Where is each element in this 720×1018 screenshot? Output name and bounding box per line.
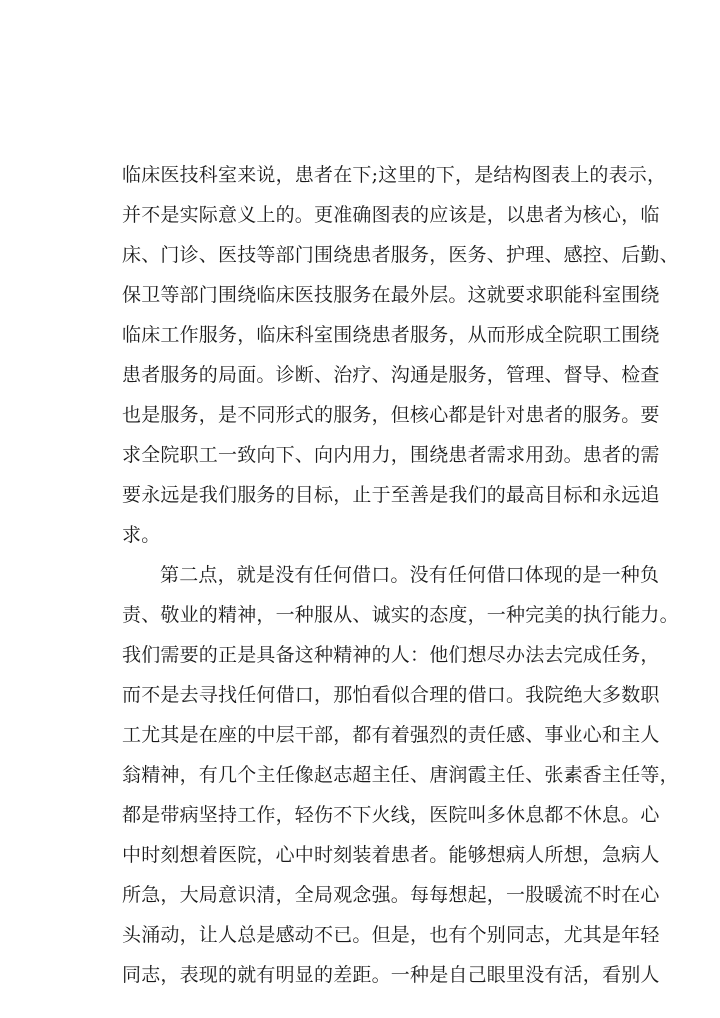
text-line: 要永远是我们服务的目标，止于至善是我们的最高目标和永远追 xyxy=(122,484,660,506)
text-line: 患者服务的局面。诊断、治疗、沟通是服务，管理、督导、检查 xyxy=(122,364,660,386)
text-line: 我们需要的正是具备这种精神的人：他们想尽办法去完成任务， xyxy=(122,644,660,666)
text-line: 中时刻想着医院，心中时刻装着患者。能够想病人所想，急病人 xyxy=(122,844,660,866)
text-line: 床、门诊、医技等部门围绕患者服务，医务、护理、感控、后勤、 xyxy=(122,244,679,266)
text-line: 临床工作服务，临床科室围绕患者服务，从而形成全院职工围绕 xyxy=(122,324,660,346)
text-line: 工尤其是在座的中层干部，都有着强烈的责任感、事业心和主人 xyxy=(122,724,660,746)
text-line: 责、敬业的精神，一种服从、诚实的态度，一种完美的执行能力。 xyxy=(122,604,679,626)
text-line: 都是带病坚持工作，轻伤不下火线，医院叫多休息都不休息。心 xyxy=(122,804,660,826)
text-line: 而不是去寻找任何借口，那怕看似合理的借口。我院绝大多数职 xyxy=(122,684,660,706)
text-line: 求。 xyxy=(122,524,161,546)
text-line: 翁精神，有几个主任像赵志超主任、唐润霞主任、张素香主任等， xyxy=(122,764,679,786)
text-line: 求全院职工一致向下、向内用力，围绕患者需求用劲。患者的需 xyxy=(122,444,660,466)
text-line: 头涌动，让人总是感动不已。但是，也有个别同志，尤其是年轻 xyxy=(122,924,660,946)
text-line: 并不是实际意义上的。更准确图表的应该是，以患者为核心，临 xyxy=(122,204,660,226)
text-line: 所急，大局意识清，全局观念强。每每想起，一股暖流不时在心 xyxy=(122,884,660,906)
text-line: 也是服务，是不同形式的服务，但核心都是针对患者的服务。要 xyxy=(122,404,660,426)
text-line: 同志，表现的就有明显的差距。一种是自己眼里没有活，看别人 xyxy=(122,964,660,986)
text-line: 保卫等部门围绕临床医技服务在最外层。这就要求职能科室围绕 xyxy=(122,284,660,306)
paragraph-first-line: 第二点，就是没有任何借口。没有任何借口体现的是一种负 xyxy=(160,564,660,586)
text-line: 临床医技科室来说，患者在下;这里的下，是结构图表上的表示， xyxy=(122,164,667,186)
